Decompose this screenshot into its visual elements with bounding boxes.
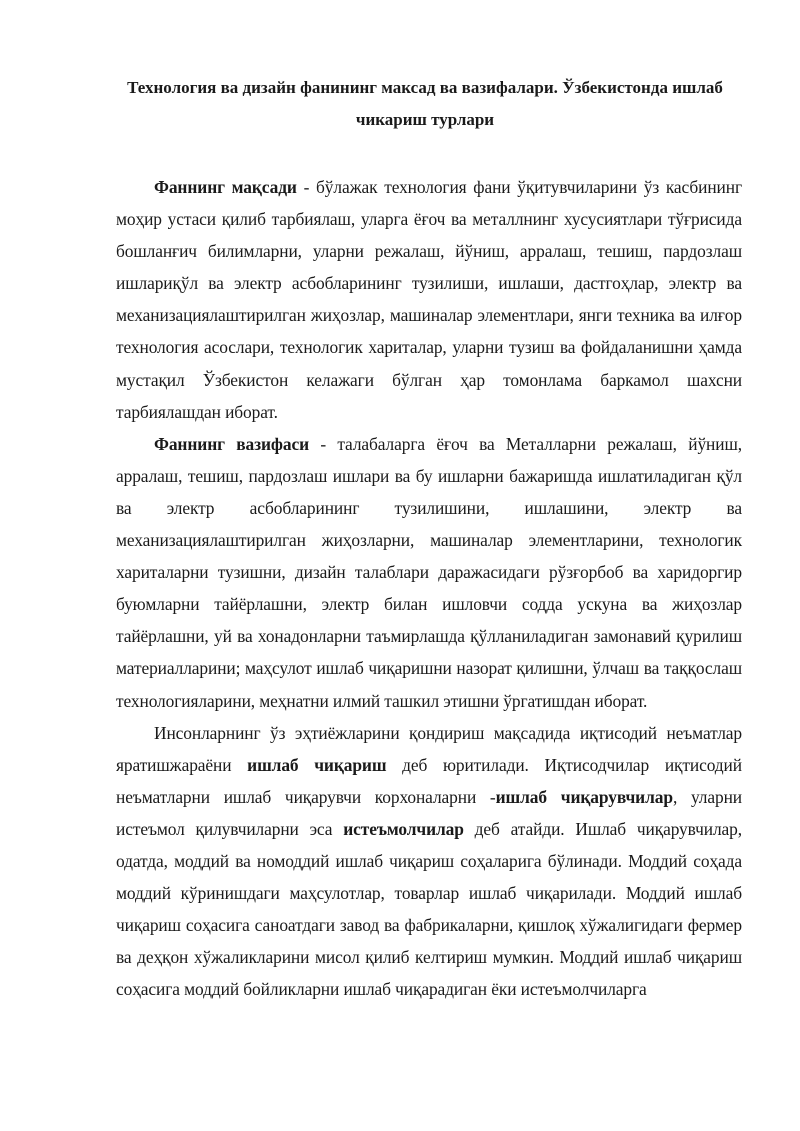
paragraph-production-text-1: Инсонларнинг ўз эҳтиёжларини қондириш мақсадида иқтисодий неъматлар яратишжараёни — [116, 722, 742, 775]
paragraph-production-text-3: , уларни истеъмол қилувчиларни эса — [116, 786, 742, 839]
document-title: Технология ва дизайн фанининг максад ва вазифалари. Ўзбекистонда ишлаб чикариш турлари — [127, 78, 723, 129]
paragraph-production-text-4: деб атайди. Ишлаб чиқарувчилар, одатда, моддий ва номоддий ишлаб чиқариш соҳаларига бўлинади. Моддий соҳада моддий кўринишдаги маҳсулотлар, товарлар ишлаб чиқарилади. Моддий ишлаб чиқариш соҳасига саноатдаги завод ва фабрикаларни, қишлоқ хўжалигидаги фермер ва деҳқон хўжаликларини мисол қилиб келтириш мумкин. Моддий ишлаб чиқариш соҳасига моддий бойликларни ишлаб чиқарадиган ёки истеъмолчиларга — [116, 818, 742, 1000]
term-consumers: истеъмолчилар — [343, 818, 464, 839]
paragraph-production — [116, 717, 742, 1006]
paragraph-production-text-2: деб юритилади. Иқтисодчилар иқтисодий неъматларни ишлаб чиқарувчи корхоналарни - — [116, 754, 742, 807]
term-production: ишлаб чиқариш — [247, 754, 387, 775]
term-producers: ишлаб чиқарувчилар — [495, 786, 673, 807]
term-tasks: Фаннинг вазифаси — [154, 433, 309, 454]
paragraph-tasks — [116, 428, 742, 717]
paragraph-goal-text: - бўлажак технология фани ўқитувчиларини ўз касбининг моҳир устаси қилиб тарбиялаш, уларга ёғоч ва металлнинг хусусиятлари тўғрисида бошланғич билимларни, уларни режалаш, йўниш, арралаш, тешиш, пардозлаш ишлариқўл ва электр асбобларининг тузилиши, ишлаши, дастгоҳлар, электр ва механизациялаштирилган жиҳозлар, машиналар элементлари, янги техника ва илғор технология асослари, технологик хариталар, уларни тузиш ва фойдаланишни ҳамда мустақил Ўзбекистон келажаги бўлган ҳар томонлама баркамол шахсни тарбиялашдан иборат. — [116, 177, 742, 422]
paragraph-tasks-text: - талабаларга ёғоч ва Металларни режалаш, йўниш, арралаш, тешиш, пардозлаш ишлари ва бу ишларни бажаришда ишлатиладиган қўл ва электр асбобларининг тузилишини, ишлашини, электр ва механизациялаштирилган жиҳозларни, машиналар элементларини, технологик хариталарни тузишни, дизайн талаблари даражасидаги рўзғорбоб ва харидоргир буюмларни тайёрлашни, электр билан ишловчи содда ускуна ва жиҳозлар тайёрлашни, уй ва хонадонларни таъмирлашда қўлланиладиган замонавий қурилиш материалларини; маҳсулот ишлаб чиқаришни назорат қилишни, ўлчаш ва таққослаш технологияларини, меҳнатни илмий ташкил этишни ўргатишдан иборат. — [116, 433, 742, 711]
term-goal: Фаннинг мақсади — [154, 177, 297, 197]
paragraph-goal — [116, 171, 742, 428]
document-body — [116, 171, 742, 1005]
